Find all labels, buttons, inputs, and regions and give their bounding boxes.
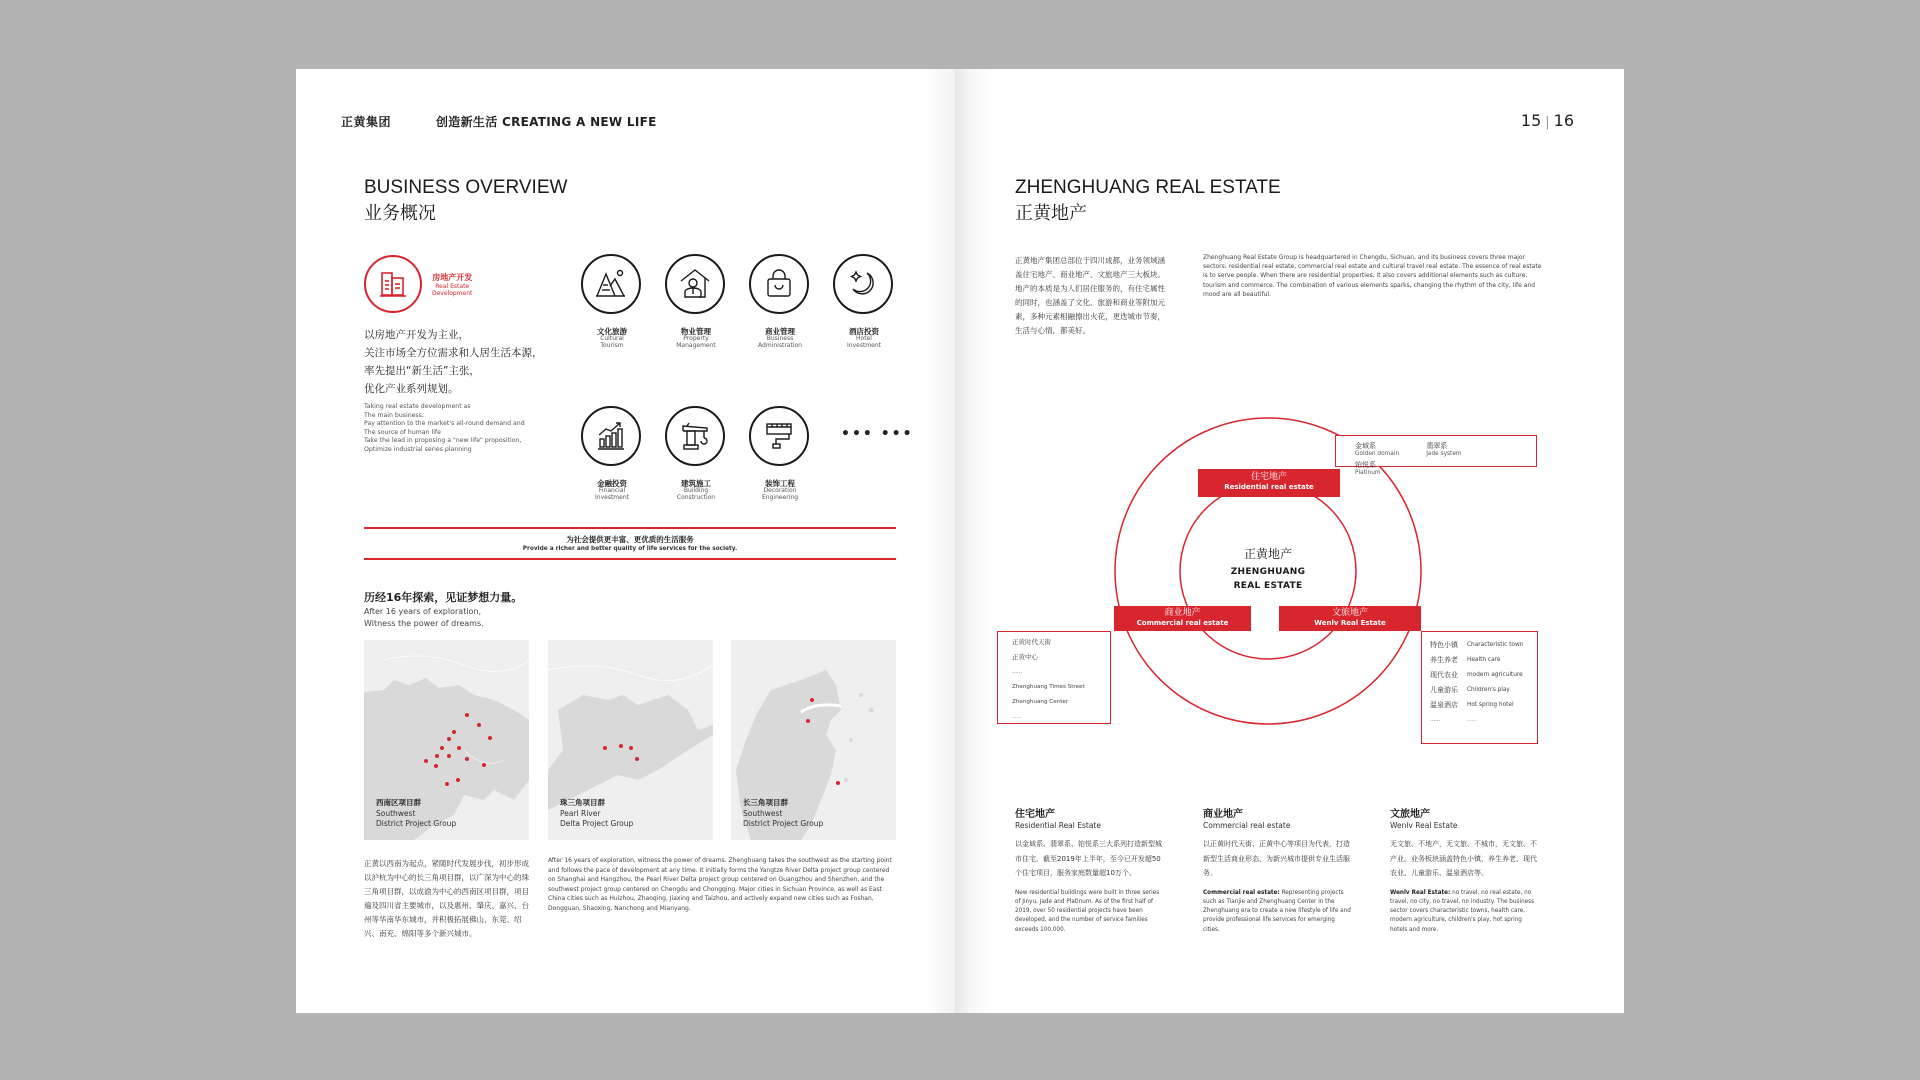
project-marker-dot	[447, 737, 451, 741]
service-label	[651, 479, 741, 501]
service-cn: 酒店投资	[849, 327, 879, 336]
intro-cn-line: 以房地产开发为主业，	[364, 329, 469, 341]
service-en: Decoration	[763, 487, 797, 494]
service-en: Tourism	[600, 341, 624, 349]
residential-category	[1198, 469, 1340, 497]
wenlv-item	[1430, 698, 1537, 713]
project-marker-dot	[440, 746, 444, 750]
intro-cn-line: 优化产业系列规划。	[364, 383, 459, 395]
wenlv-item	[1430, 668, 1537, 683]
service-en: Building	[683, 487, 709, 494]
service-en: Management	[676, 341, 716, 349]
residential-column	[1015, 805, 1165, 935]
project-marker-dot	[482, 763, 486, 767]
series-en: Platinum	[1355, 470, 1381, 476]
center-en: REAL ESTATE	[1233, 581, 1303, 591]
mission-cn: 为社会提供更丰富、更优质的生活服务	[566, 535, 694, 544]
column-heading-cn: 住宅地产	[1015, 809, 1055, 820]
map-caption-en: Delta Project Group	[560, 818, 634, 828]
project-marker-dot	[619, 744, 623, 748]
shopping-bag-icon	[749, 254, 809, 314]
intro-cn-line: 关注市场全方位需求和人居生活本源，	[364, 347, 543, 359]
buildings-icon	[364, 255, 422, 313]
series-item	[1355, 460, 1381, 476]
map-caption-en: Pearl River	[560, 809, 601, 818]
wenlv-category	[1279, 606, 1421, 631]
service-label	[567, 479, 657, 501]
service-label	[735, 479, 825, 501]
project-item: 正黄中心	[1012, 653, 1038, 661]
series-cn: 金域系	[1355, 442, 1376, 450]
intro-en	[364, 403, 525, 454]
project-item: Zhenghuang Times Street	[1012, 684, 1085, 690]
service-en: Business	[766, 335, 794, 342]
category-cn: 文旅地产	[1331, 608, 1368, 618]
divider-bottom	[364, 558, 896, 560]
explore-en-line: Witness the power of dreams.	[364, 619, 484, 628]
moon-star-icon	[833, 254, 893, 314]
project-marker-dot	[424, 759, 428, 763]
project-marker-dot	[465, 757, 469, 761]
map-caption-en: Southwest	[376, 809, 416, 818]
title-cn: 正黄地产	[1015, 203, 1087, 224]
category-en: Residential real estate	[1224, 483, 1314, 491]
service-en: Cultural	[600, 335, 624, 342]
project-marker-dot	[635, 757, 639, 761]
explore-heading-en	[364, 606, 484, 630]
intro-cn: 正黄地产集团总部位于四川成都，业务领域涵盖住宅地产、商业地产、文旅地产三大板块。地产的本质是为人们居住服务的，有住宅属性的同时，也涵盖了文化、旅游和商业等附加元素，多种元素相融擦出火花，更迭城市节奏，生活与心情，都美好。	[1015, 256, 1165, 335]
project-marker-dot	[447, 754, 451, 758]
story-en: After 16 years of exploration, witness the power of dreams. Zhenghuang takes the southwest as the starting point and follows the pace of development at any time. It initially forms the Yangtze River Delta project group centered on Shanghai and Hangzhou, the Pearl River Delta project group centered on Guangzhou and Shenzhen, and the southwest project group centered on Chengdu and Chongqing. Major cities in Sichuan Province, as well as East China cities such as Huizhou, Zhaoqing, Jiaxing and Taizhou, and actively expand new cities such as Foshan, Dongguan, Shaoxing, Nanchong and Mianyang.	[548, 857, 892, 912]
wenlv-item-en: Characteristic town	[1467, 642, 1524, 648]
diagram-center-label	[1208, 545, 1328, 593]
column-body-en	[1015, 889, 1165, 935]
section-title	[364, 177, 567, 225]
wenlv-item	[1430, 638, 1537, 653]
column-body-en-text: New residential buildings were built in three series of Jinyu, Jade and Platinum. As of the first half of 2019, over 50 residential projects have been developed, and the number of service families exceeds 100,000.	[1015, 889, 1160, 933]
series-en: Jade system	[1426, 451, 1462, 457]
service-en: Engineering	[762, 493, 798, 501]
map-caption-cn: 西南区项目群	[376, 798, 421, 807]
wenlv-items-box	[1421, 631, 1538, 744]
category-cn: 住宅地产	[1250, 472, 1287, 482]
wenlv-item-en: Children's play	[1467, 687, 1510, 693]
wenlv-item-cn: 特色小镇	[1430, 641, 1458, 649]
mission-en: Provide a richer and better quality of life services for the society.	[522, 546, 738, 552]
column-heading-en: Residential Real Estate	[1015, 821, 1101, 830]
left-page	[296, 69, 955, 1013]
right-page	[955, 69, 1624, 1013]
project-marker-dot	[488, 736, 492, 740]
service-cn: 装饰工程	[765, 479, 795, 488]
page-number-left: 15	[1520, 111, 1542, 130]
service-cn: 文化旅游	[597, 327, 627, 336]
project-marker-dot	[456, 778, 460, 782]
wenlv-item-en: Hot spring hotel	[1467, 702, 1514, 708]
project-marker-dot	[836, 781, 840, 785]
service-en: Hotel	[856, 335, 872, 342]
intro-en-line: Pay attention to the market's all-round demand and	[364, 420, 525, 427]
wenlv-item-cn: 养生养老	[1430, 656, 1458, 664]
house-person-icon	[665, 254, 725, 314]
project-marker-dot	[452, 730, 456, 734]
service-label	[735, 327, 825, 349]
column-body-en-lead: Wenlv Real Estate:	[1390, 889, 1451, 896]
column-body-cn: 以金域系、翡翠系、铂悦系三大系列打造新型城市住宅，截至2019年上半年，至今已开发超50个住宅项目，服务家庭数量超10万个。	[1015, 840, 1162, 877]
map-caption	[560, 797, 633, 828]
explore-heading-cn: 历经16年探索，见证梦想力量。	[364, 591, 523, 604]
service-cn: 金融投资	[597, 479, 627, 488]
commercial-projects-box	[997, 631, 1111, 724]
category-en: Wenlv Real Estate	[1314, 619, 1386, 627]
project-marker-dot	[806, 719, 810, 723]
intro-en-line: The main business,	[364, 411, 424, 419]
project-item: Zhenghuang Center	[1012, 699, 1069, 705]
map-caption	[376, 797, 456, 828]
service-en: Investment	[847, 341, 881, 349]
column-body-en-text: Representing projects such as Tianjie and Zhenghuang Center in the Zhenghuang era to create a new lifestyle of life and provide professional life services for emerging cities.	[1203, 889, 1351, 933]
title-cn: 业务概况	[364, 203, 436, 224]
map-caption-en: Southwest	[743, 809, 783, 818]
column-heading-cn: 商业地产	[1203, 809, 1243, 820]
project-marker-dot	[457, 746, 461, 750]
intro-en: Zhenghuang Real Estate Group is headquartered in Chengdu, Sichuan, and its business covers three major sectors: residential real estate, commercial real estate and cultural travel real estate. The essence of real estate is to serve people. When there are residential properties, it also covers additional elements such as culture, tourism and commerce. The combination of various elements sparks, changing the rhythm of the city, life and mood are all beautiful.	[1203, 254, 1542, 298]
service-en: Investment	[595, 493, 629, 501]
map-caption	[743, 797, 823, 828]
series-item	[1355, 441, 1399, 457]
column-heading-cn: 文旅地产	[1390, 809, 1430, 820]
map-pearl-river	[548, 640, 713, 840]
intro-cn-line: 率先提出“新生活”主张，	[364, 365, 480, 377]
wenlv-item	[1430, 683, 1537, 698]
project-marker-dot	[629, 746, 633, 750]
primary-business-cn: 房地产开发	[432, 273, 473, 282]
service-en: Financial	[598, 487, 626, 494]
bar-chart-icon	[581, 406, 641, 466]
center-en: ZHENGHUANG	[1230, 567, 1306, 577]
intro-en-line: Taking real estate development as	[364, 403, 471, 410]
page-number-right: 16	[1553, 111, 1574, 130]
service-label	[651, 327, 741, 349]
more-services-ellipsis: ••• •••	[841, 426, 914, 442]
primary-business-en-2: Development	[432, 290, 473, 297]
category-cn: 商业地产	[1164, 608, 1201, 618]
project-marker-dot	[477, 723, 481, 727]
paint-roller-icon	[749, 406, 809, 466]
project-item: ……	[1012, 715, 1021, 720]
mountain-icon	[581, 254, 641, 314]
commercial-category	[1114, 606, 1251, 631]
column-body-en	[1390, 889, 1540, 935]
residential-series-box	[1335, 435, 1537, 476]
wenlv-item-en: Health care	[1467, 657, 1501, 663]
intro-cn	[364, 326, 543, 398]
wenlv-item-en: modern agriculture	[1467, 672, 1523, 678]
service-en: Construction	[676, 493, 716, 501]
explore-en-line: After 16 years of exploration,	[364, 607, 482, 616]
series-cn: 铂悦系	[1355, 461, 1376, 469]
project-marker-dot	[445, 782, 449, 786]
divider-top	[364, 527, 896, 529]
wenlv-item	[1430, 713, 1537, 728]
wenlv-item-en: ……	[1467, 718, 1476, 723]
map-caption-en: District Project Group	[743, 818, 824, 828]
map-yangtze-delta	[731, 640, 896, 840]
service-en: Property	[683, 335, 709, 342]
service-en: Administration	[758, 341, 802, 349]
commercial-column	[1203, 805, 1353, 935]
column-body-cn: 以正黄时代天街、正黄中心等项目为代表，打造新型生活商业形态，为新兴城市提供专业生活服务。	[1203, 840, 1350, 877]
project-marker-dot	[465, 713, 469, 717]
project-marker-dot	[435, 754, 439, 758]
column-heading-en: Wenlv Real Estate	[1390, 821, 1458, 830]
crane-icon	[665, 406, 725, 466]
title-en: ZHENGHUANG REAL ESTATE	[1015, 177, 1281, 198]
service-label	[819, 327, 909, 349]
column-body-en-lead: Commercial real estate:	[1203, 889, 1280, 896]
page-number: 15 | 16	[1520, 111, 1574, 130]
column-body-cn: 无文旅、不地产，无文旅、不城市，无文旅、不产业。业务板块涵盖特色小镇、养生养老、现代农业、儿童游乐、温泉酒店等。	[1390, 840, 1537, 877]
service-cn: 物业管理	[681, 327, 711, 336]
service-label	[567, 327, 657, 349]
project-marker-dot	[810, 698, 814, 702]
map-caption-cn: 长三角项目群	[743, 798, 788, 807]
service-cn: 商业管理	[765, 327, 795, 336]
primary-business-en-1: Real Estate	[435, 283, 470, 290]
series-en: Golden domain	[1355, 451, 1400, 457]
project-marker-dot	[603, 746, 607, 750]
center-cn: 正黄地产	[1243, 547, 1292, 561]
intro-en-line: The source of human life	[364, 428, 441, 436]
column-body-en-text: no travel, no real estate, no travel, no city, no travel, no industry. The business sector covers characteristic towns, health care, modern agriculture, children's play, hot spring hotels and more.	[1390, 889, 1535, 933]
wenlv-item-cn: 儿童游乐	[1430, 686, 1458, 694]
project-item: 正黄时代天街	[1012, 638, 1051, 646]
story-cn: 正黄以西南为起点，紧随时代发展步伐，初步形成以沪杭为中心的长三角项目群，以广深为中心的珠三角项目群，以成渝为中心的西南区项目群，项目遍及四川省主要城市，以及惠州、肇庆、嘉兴、台州等华南华东城市，并积极拓展佛山、东莞、绍兴、南充、绵阳等多个新兴城市。	[364, 859, 529, 938]
service-cn: 建筑施工	[681, 479, 711, 488]
wenlv-item-cn: 温泉酒店	[1430, 701, 1458, 709]
column-heading-en: Commercial real estate	[1203, 821, 1291, 830]
intro-en-line: Optimize industrial series planning	[364, 445, 472, 453]
intro-en-line: Take the lead in proposing a "new life" proposition,	[364, 437, 522, 444]
brand-name: 正黄集团	[341, 115, 392, 129]
project-marker-dot	[434, 764, 438, 768]
wenlv-item	[1430, 653, 1537, 668]
title-en: BUSINESS OVERVIEW	[364, 177, 568, 198]
series-item	[1426, 441, 1461, 457]
map-caption-en: District Project Group	[376, 818, 457, 828]
wenlv-item-cn: ……	[1430, 717, 1440, 723]
column-body-en	[1203, 889, 1353, 935]
map-caption-cn: 珠三角项目群	[560, 798, 605, 807]
wenlv-column	[1390, 805, 1540, 935]
primary-business-label	[432, 272, 472, 297]
wenlv-item-cn: 现代农业	[1430, 671, 1458, 679]
project-item: ……	[1012, 669, 1022, 675]
series-cn: 翡翠系	[1426, 442, 1448, 450]
tagline: 创造新生活 CREATING A NEW LIFE	[436, 115, 657, 129]
brochure-spread	[296, 69, 1624, 1013]
category-en: Commercial real estate	[1136, 619, 1229, 627]
